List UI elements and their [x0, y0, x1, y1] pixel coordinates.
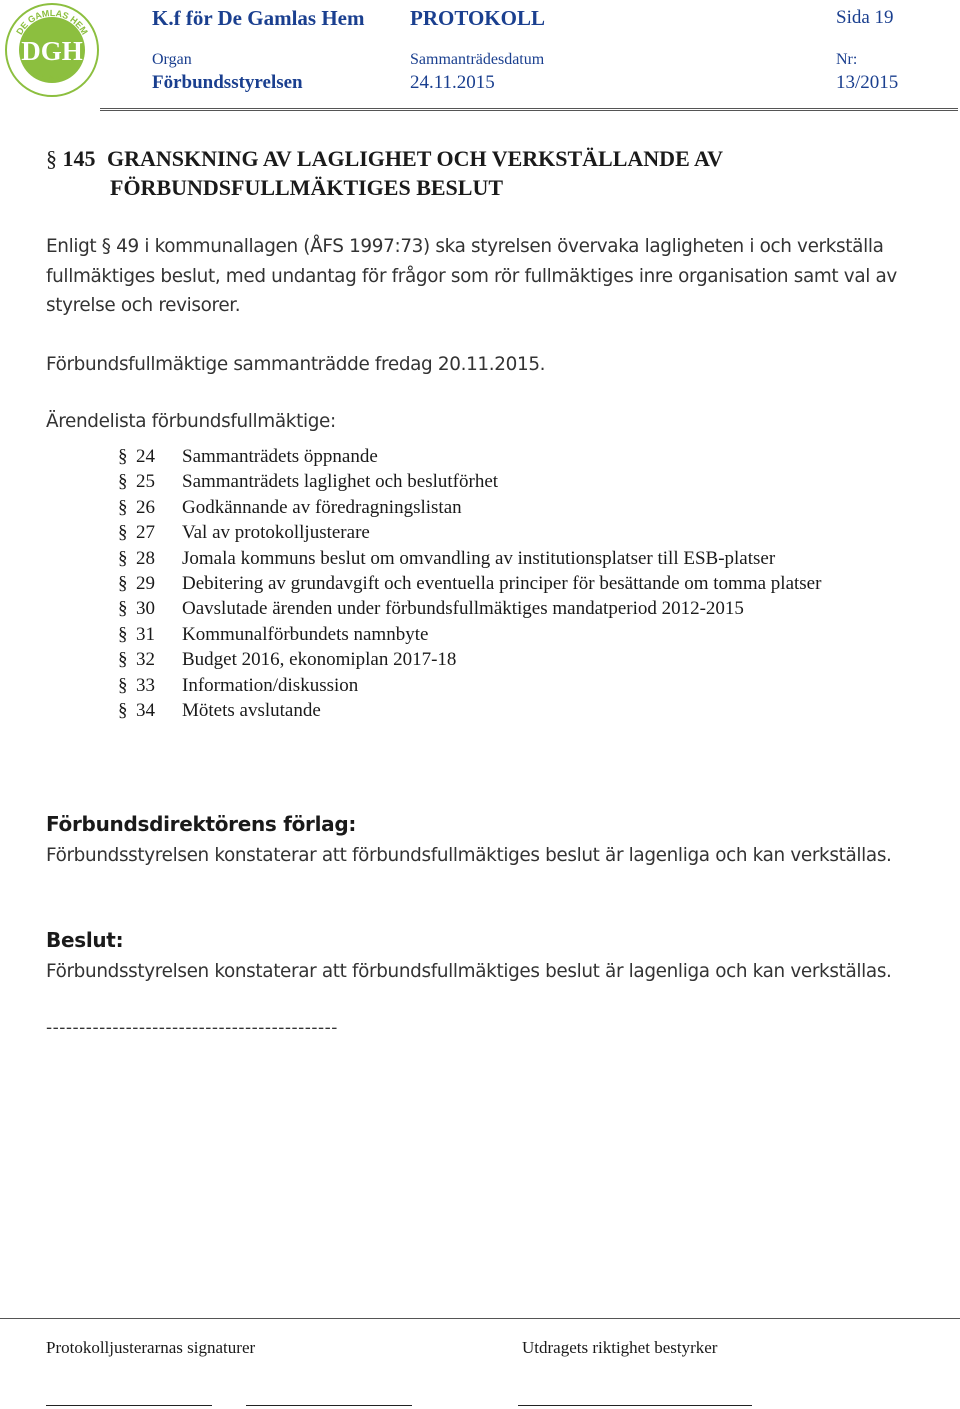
agenda-item-number: 30 [136, 598, 155, 620]
header-organ-value: Förbundsstyrelsen [152, 72, 303, 93]
agenda-item-symbol: § [118, 598, 128, 620]
agenda-list [118, 444, 821, 723]
agenda-item [118, 673, 821, 698]
agenda-item-text: Sammanträdets laglighet och beslutförhet [182, 471, 499, 493]
agenda-item-text: Oavslutade ärenden under förbundsfullmäktiges mandatperiod 2012-2015 [182, 598, 744, 620]
header-document-type: PROTOKOLL [410, 6, 545, 30]
agenda-title: Ärendelista förbundsfullmäktige: [46, 411, 336, 432]
agenda-item-symbol: § [118, 649, 128, 671]
organization-logo [4, 2, 100, 98]
section-number: 145 [62, 146, 96, 171]
agenda-item-symbol: § [118, 522, 128, 544]
agenda-item-number: 29 [136, 572, 155, 594]
logo-text-top: DE GAMLAS HEM [14, 7, 90, 37]
proposal-heading: Förbundsdirektörens förlag: [46, 812, 357, 836]
agenda-item-text: Jomala kommuns beslut om omvandling av institutionsplatser till ESB-platser [182, 547, 776, 569]
agenda-item [118, 495, 821, 520]
header-divider [100, 108, 958, 109]
agenda-item-text: Information/diskussion [182, 674, 359, 696]
agenda-item [118, 571, 821, 596]
agenda-item-text: Debitering av grundavgift och eventuella principer för besättande om tomma platser [182, 572, 822, 594]
section-separator: -------------------------------------------- [46, 1018, 338, 1038]
agenda-item-number: 32 [136, 649, 155, 671]
agenda-item [118, 469, 821, 494]
signature-line-2 [246, 1405, 412, 1406]
header-organization: K.f för De Gamlas Hem [152, 6, 365, 30]
agenda-item-text: Mötets avslutande [182, 699, 321, 721]
meeting-paragraph: Förbundsfullmäktige sammanträdde fredag 20.11.2015. [46, 354, 546, 375]
agenda-item-number: 27 [136, 522, 155, 544]
signature-line-verification [518, 1405, 752, 1406]
section-symbol: § [46, 146, 57, 171]
agenda-item-number: 26 [136, 496, 155, 518]
agenda-item-symbol: § [118, 699, 128, 721]
agenda-item-symbol: § [118, 547, 128, 569]
agenda-item-number: 31 [136, 623, 155, 645]
agenda-item [118, 520, 821, 545]
agenda-item-text: Sammanträdets öppnande [182, 446, 378, 467]
header-number-label: Nr: [836, 51, 858, 68]
logo-letters: DGH [21, 36, 83, 66]
decision-heading: Beslut: [46, 928, 124, 952]
agenda-item-number: 28 [136, 547, 155, 569]
agenda-item-symbol: § [118, 471, 128, 493]
agenda-item [118, 546, 821, 571]
agenda-item-number: 24 [136, 446, 155, 467]
agenda-item-text: Budget 2016, ekonomiplan 2017-18 [182, 649, 457, 671]
agenda-item-symbol: § [118, 623, 128, 645]
header-number-value: 13/2015 [836, 72, 899, 93]
agenda-item-symbol: § [118, 446, 128, 467]
footer-divider [0, 1318, 960, 1319]
header-organ-label: Organ [152, 51, 192, 68]
agenda-item [118, 444, 821, 469]
signature-line-1 [46, 1405, 212, 1406]
agenda-item [118, 647, 821, 672]
agenda-item-text: Kommunalförbundets namnbyte [182, 623, 429, 645]
section-title-line2: FÖRBUNDSFULLMÄKTIGES BESLUT [110, 175, 504, 200]
agenda-item-symbol: § [118, 674, 128, 696]
header-date-label: Sammanträdesdatum [410, 51, 545, 68]
agenda-item [118, 596, 821, 621]
footer-signatures-label: Protokolljusterarnas signaturer [46, 1338, 256, 1357]
footer-verification-label: Utdragets riktighet bestyrker [522, 1338, 718, 1357]
header-divider-secondary [100, 110, 958, 111]
agenda-item-symbol: § [118, 572, 128, 594]
logo-text-bottom: Å L A N D [31, 68, 73, 84]
agenda-item-number: 33 [136, 674, 155, 696]
agenda-item-text: Val av protokolljusterare [182, 522, 370, 544]
section-title-line1: GRANSKNING AV LAGLIGHET OCH VERKSTÄLLANDE AV [107, 146, 723, 171]
proposal-text: Förbundsstyrelsen konstaterar att förbundsfullmäktiges beslut är lagenliga och kan verkställas. [46, 845, 892, 866]
agenda-item-number: 25 [136, 471, 155, 493]
header-date-value: 24.11.2015 [410, 72, 495, 93]
section-heading [46, 144, 926, 202]
intro-paragraph: Enligt § 49 i kommunallagen (ÅFS 1997:73) ska styrelsen övervaka lagligheten i och verkställa fullmäktiges beslut, med undantag för frågor som rör fullmäktiges inre organisation samt val av styrelse och revisorer. [46, 236, 897, 316]
agenda-item [118, 698, 821, 723]
agenda-item-number: 34 [136, 699, 155, 721]
agenda-item [118, 622, 821, 647]
agenda-item-symbol: § [118, 496, 128, 518]
agenda-item-text: Godkännande av föredragningslistan [182, 496, 462, 518]
decision-text: Förbundsstyrelsen konstaterar att förbundsfullmäktiges beslut är lagenliga och kan verkställas. [46, 961, 892, 982]
header-page-number: Sida 19 [836, 7, 894, 28]
